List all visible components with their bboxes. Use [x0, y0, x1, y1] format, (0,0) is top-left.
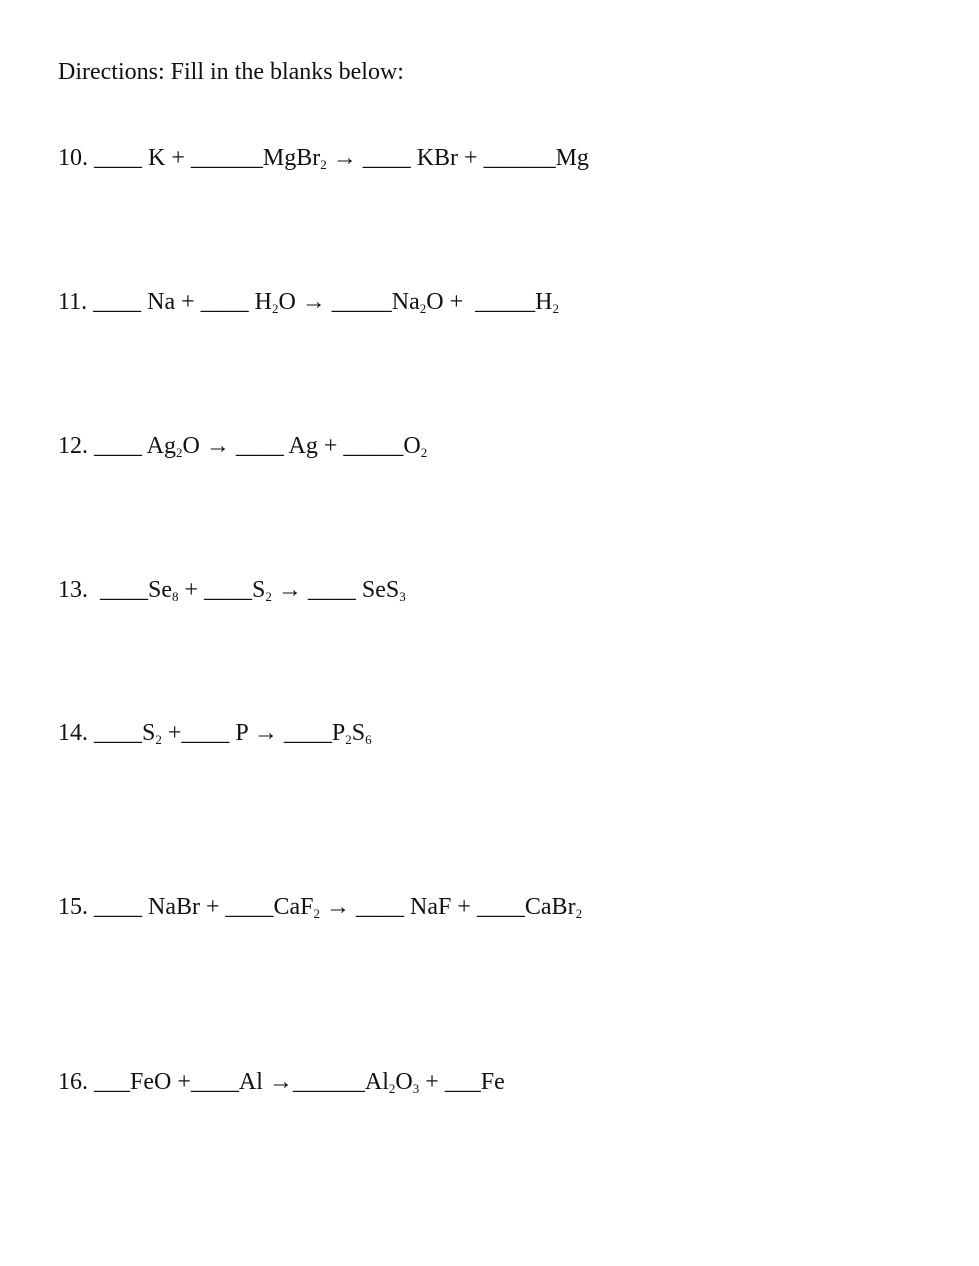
question-10	[58, 146, 589, 170]
equation-text: + ___Fe	[419, 1069, 505, 1095]
equation-text: O → ____ Ag + _____O	[182, 433, 421, 459]
subscript: 2	[176, 445, 183, 460]
equation-text: ____ Ag	[88, 433, 177, 459]
subscript: 2	[420, 445, 428, 460]
equation-text: ____S	[88, 720, 156, 746]
equation-text: → ____ NaF + ____CaBr	[320, 894, 576, 920]
question-11	[58, 290, 559, 314]
equation-text: ____ NaBr + ____CaF	[88, 894, 314, 920]
subscript: 2	[575, 906, 583, 921]
question-16	[58, 1070, 505, 1094]
equation-text: ____Se	[88, 577, 172, 603]
question-13	[58, 578, 406, 602]
equation-text: + ____S	[178, 577, 266, 603]
equation-text: → ____ KBr + ______Mg	[326, 145, 589, 171]
subscript: 2	[271, 301, 279, 316]
subscript: 2	[345, 732, 352, 747]
equation-text: S	[351, 720, 366, 746]
question-15	[58, 895, 582, 919]
equation-text: O → _____Na	[278, 289, 420, 315]
equation-text: → ____ SeS	[271, 577, 400, 603]
question-number: 10.	[58, 145, 88, 171]
subscript: 3	[412, 1081, 420, 1096]
equation-text: O + _____H	[426, 289, 553, 315]
subscript: 2	[552, 301, 559, 316]
equation-text: ___FeO +____Al →______Al	[88, 1069, 389, 1095]
subscript: 2	[155, 732, 162, 747]
question-14	[58, 721, 372, 745]
subscript: 2	[320, 157, 327, 172]
question-12	[58, 434, 427, 458]
equation-text: O	[395, 1069, 413, 1095]
directions-text: Directions: Fill in the blanks below:	[58, 59, 404, 85]
subscript: 2	[265, 589, 272, 604]
subscript: 3	[399, 589, 406, 604]
equation-text: ____ K + ______MgBr	[88, 145, 321, 171]
subscript: 2	[419, 301, 427, 316]
subscript: 2	[388, 1081, 396, 1096]
question-number: 11.	[58, 289, 88, 315]
subscript: 8	[172, 589, 179, 604]
question-number: 12.	[58, 433, 88, 459]
question-number: 15.	[58, 894, 88, 920]
equation-text: +____ P → ____P	[161, 720, 346, 746]
subscript: 2	[313, 906, 321, 921]
question-number: 14.	[58, 720, 88, 746]
equation-text: ____ Na + ____ H	[87, 289, 272, 315]
question-number: 16.	[58, 1069, 88, 1095]
question-number: 13.	[58, 577, 88, 603]
subscript: 6	[365, 732, 372, 747]
